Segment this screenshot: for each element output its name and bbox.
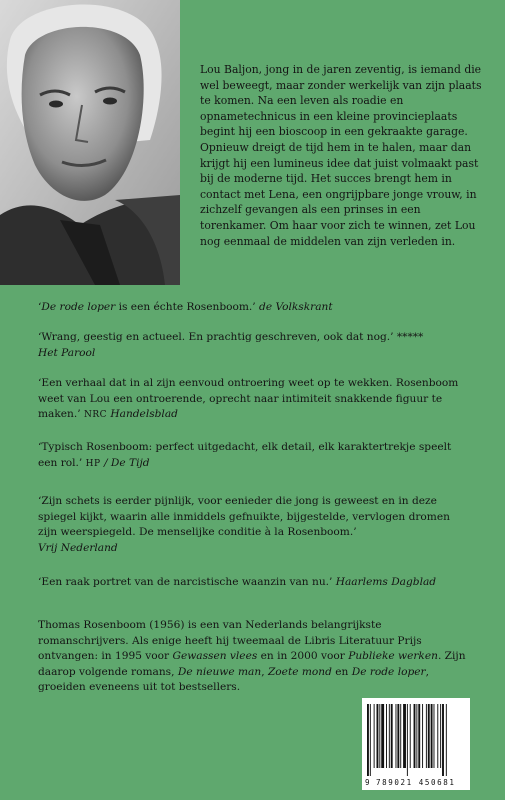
quote-source-prefix: HP	[85, 458, 101, 469]
barcode-bar	[397, 704, 399, 768]
barcode-bar	[428, 704, 430, 768]
barcode-bar	[422, 704, 423, 768]
barcode-bar	[442, 704, 444, 776]
barcode-bar	[389, 704, 390, 768]
author-bio: Thomas Rosenboom (1956) is een van Nederlands belangrijkste romanschrijvers. Als enige heeft hij tweemaal de Libris Literatuur Prijs ontvangen: in 1995 voor Gewassen vlees en in 2000 voor Publieke werken. Zijn daarop volgende romans, De nieuwe man, Zoete mond en De rode loper, groeiden eveneens uit tot bestsellers.	[38, 619, 466, 694]
review-quote-parool: ‘Wrang, geestig en actueel. En prachtig geschreven, ook dat nog.’ ***** Het Parool	[38, 331, 424, 359]
barcode-bar	[381, 704, 384, 768]
book-blurb: Lou Baljon, jong in de jaren zeventig, is iemand die wel beweegt, maar zonder werkelijk van zijn plaats te komen. Na een leven als roadie en opnametechnicus in een kleine provincieplaats begint hij een bioscoop in een gekraakte garage. Opnieuw dreigt de tijd hem in te halen, maar dan krijgt hij een lumineus idee dat juist volmaakt past bij de moderne tijd. Het succes brengt hem in contact met Lena, een ongrijpbare jonge vrouw, in zichzelf gevangen als een prinses in een torenkamer. Om haar voor zich te winnen, zet Lou nog eenmaal de middelen van zijn verleden in.	[200, 63, 482, 248]
barcode-bar	[410, 704, 411, 768]
barcode-bar	[418, 704, 420, 768]
review-quote-haarlems-dagblad: ‘Een raak portret van de narcistische waanzin van nu.’ Haarlems Dagblad	[38, 576, 437, 588]
barcode-bar	[386, 704, 387, 768]
isbn-barcode	[362, 698, 470, 790]
quote-source: Haarlems Dagblad	[335, 576, 437, 588]
barcode-bar	[407, 704, 408, 776]
barcode-bar	[374, 704, 375, 768]
author-photo	[0, 0, 180, 285]
barcode-bar	[370, 704, 371, 776]
review-quote-nrc: ‘Een verhaal dat in al zijn eenvoud ontroering weet op te wekken. Rosenboom weet van Lou een ontroerende, oprecht naar intimiteit snakkende figuur te maken.’ NRC Handelsblad	[38, 377, 459, 421]
barcode-bar	[426, 704, 427, 768]
review-quote-volkskrant: ‘De rode loper is een échte Rosenboom.’ de Volkskrant	[38, 301, 333, 313]
quote-source: Vrij Nederland	[38, 541, 118, 554]
barcode-bar	[414, 704, 416, 768]
review-quote-hp-detijd: ‘Typisch Rosenboom: perfect uitgedacht, elk detail, elk karaktertrekje speelt een rol.’ HP / De Tijd	[38, 441, 452, 469]
barcode-bar	[379, 704, 380, 768]
barcode-bar	[416, 704, 417, 768]
barcode-bar	[446, 704, 447, 776]
barcode-bar	[440, 704, 441, 768]
quote-source: Het Parool	[38, 346, 96, 359]
barcode-bar	[396, 704, 397, 768]
author-portrait-image	[0, 0, 180, 285]
isbn-digits: 789021 450681	[376, 778, 456, 787]
isbn-lead-digit: 9	[365, 778, 370, 787]
review-quote-vrij-nederland: ‘Zijn schets is eerder pijnlijk, voor eenieder die jong is geweest en in deze spiegel kijkt, waarin alle inmiddels gefnuikte, bijgestelde, vervlogen dromen zijn weerspiegeld. De menselijke conditie à la Rosenboom.’ Vrij Nederland	[38, 495, 450, 554]
barcode-bar	[403, 704, 406, 768]
barcode-bar	[434, 704, 435, 768]
barcode-bars	[367, 704, 465, 776]
book-title: De rode loper	[41, 301, 116, 313]
barcode-bar	[400, 704, 401, 768]
quote-source: Handelsblad	[107, 408, 178, 421]
barcode-bar	[391, 704, 393, 768]
quote-source: / De Tijd	[100, 456, 150, 469]
quote-source: de Volkskrant	[259, 301, 333, 313]
barcode-bar	[377, 704, 379, 768]
barcode-bar	[431, 704, 433, 768]
barcode-bar	[437, 704, 438, 768]
quote-source-prefix: NRC	[83, 410, 108, 421]
barcode-bar	[367, 704, 369, 776]
